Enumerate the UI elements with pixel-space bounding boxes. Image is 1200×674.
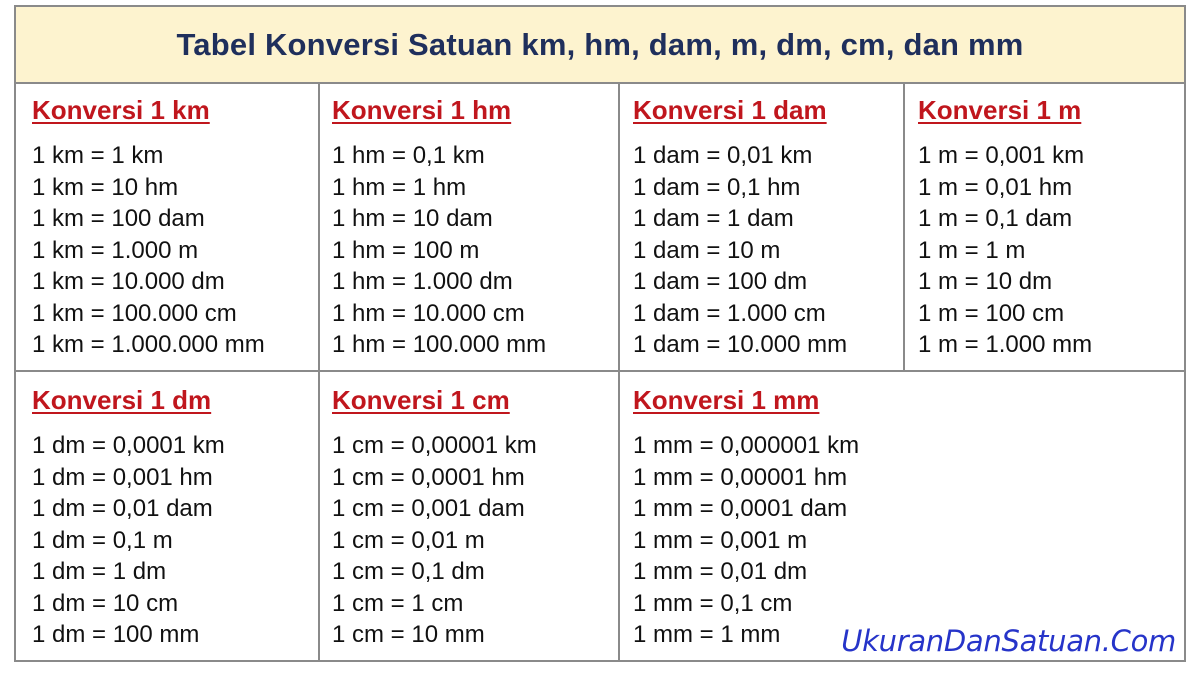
conversion-cell-dm <box>32 385 225 651</box>
conversion-cell-dam <box>633 95 847 361</box>
conversion-cell-m <box>918 95 1092 361</box>
conversion-line: 1 dam = 1.000 cm <box>633 299 826 327</box>
conversion-line: 1 dam = 10.000 mm <box>633 331 848 358</box>
watermark-text: UkuranDanSatuan.Com <box>841 624 1176 658</box>
conversion-line: 1 hm = 0,1 km <box>332 142 485 169</box>
conversion-line: 1 mm = 0,1 cm <box>633 589 793 617</box>
cell-heading: Konversi 1 dm <box>32 385 212 415</box>
conversion-line: 1 km = 100 dam <box>32 205 205 232</box>
conversion-line: 1 hm = 1 hm <box>332 173 467 201</box>
conversion-line: 1 m = 0,001 km <box>918 142 1085 169</box>
conversion-line: 1 cm = 0,1 dm <box>332 558 485 585</box>
conversion-line: 1 dam = 0,01 km <box>633 142 813 169</box>
conversion-line: 1 mm = 0,000001 km <box>633 432 860 459</box>
conversion-line: 1 hm = 10.000 cm <box>332 299 525 327</box>
conversion-line: 1 dam = 10 m <box>633 236 781 264</box>
conversion-line: 1 dam = 0,1 hm <box>633 173 801 201</box>
conversion-line: 1 dm = 0,0001 km <box>32 432 225 459</box>
conversion-line: 1 dm = 100 mm <box>32 621 200 648</box>
conversion-line: 1 km = 10.000 dm <box>32 268 225 295</box>
conversion-line: 1 km = 1.000.000 mm <box>32 331 265 358</box>
conversion-line: 1 cm = 0,001 dam <box>332 495 525 522</box>
cell-heading: Konversi 1 dam <box>633 95 827 125</box>
conversion-line: 1 dm = 0,1 m <box>32 526 173 554</box>
conversion-line: 1 mm = 0,00001 hm <box>633 463 848 491</box>
conversion-line: 1 mm = 0,001 m <box>633 526 808 554</box>
conversion-cell-cm <box>332 385 537 651</box>
cell-heading: Konversi 1 cm <box>332 385 510 415</box>
conversion-line: 1 mm = 0,01 dm <box>633 558 808 585</box>
conversion-line: 1 m = 1 m <box>918 236 1026 264</box>
conversion-line: 1 km = 100.000 cm <box>32 299 237 327</box>
conversion-line: 1 cm = 1 cm <box>332 589 464 617</box>
title-bar <box>16 7 1184 84</box>
cell-heading: Konversi 1 hm <box>332 95 512 125</box>
conversion-line: 1 dam = 100 dm <box>633 268 808 295</box>
cell-heading: Konversi 1 km <box>32 95 210 125</box>
conversion-line: 1 m = 100 cm <box>918 299 1065 327</box>
conversion-line: 1 km = 10 hm <box>32 173 179 201</box>
conversion-cell-hm <box>332 95 546 361</box>
conversion-line: 1 hm = 1.000 dm <box>332 268 513 295</box>
conversion-table <box>14 5 1186 662</box>
conversion-line: 1 dm = 1 dm <box>32 558 167 585</box>
conversion-line: 1 km = 1 km <box>32 142 164 169</box>
conversion-line: 1 dm = 0,01 dam <box>32 495 213 522</box>
conversion-cell-mm <box>633 385 859 651</box>
conversion-line: 1 cm = 0,00001 km <box>332 432 537 459</box>
conversion-line: 1 mm = 1 mm <box>633 621 781 648</box>
conversion-line: 1 m = 0,1 dam <box>918 205 1073 232</box>
conversion-line: 1 dam = 1 dam <box>633 205 794 232</box>
conversion-line: 1 km = 1.000 m <box>32 236 199 264</box>
conversion-line: 1 hm = 100 m <box>332 236 480 264</box>
conversion-line: 1 hm = 100.000 mm <box>332 331 547 358</box>
conversion-line: 1 m = 0,01 hm <box>918 173 1073 201</box>
conversion-line: 1 cm = 0,01 m <box>332 526 485 554</box>
conversion-cell-km <box>32 95 265 361</box>
conversion-line: 1 mm = 0,0001 dam <box>633 495 848 522</box>
conversion-line: 1 cm = 0,0001 hm <box>332 463 525 491</box>
conversion-line: 1 dm = 10 cm <box>32 589 179 617</box>
table-title: Tabel Konversi Satuan km, hm, dam, m, dm, cm, dan mm <box>176 26 1024 62</box>
divider <box>903 82 905 372</box>
cell-heading: Konversi 1 mm <box>633 385 820 415</box>
conversion-line: 1 hm = 10 dam <box>332 205 493 232</box>
divider <box>16 370 1184 372</box>
conversion-line: 1 cm = 10 mm <box>332 621 485 648</box>
conversion-line: 1 dm = 0,001 hm <box>32 463 213 491</box>
cell-heading: Konversi 1 m <box>918 95 1082 125</box>
conversion-line: 1 m = 1.000 mm <box>918 331 1093 358</box>
conversion-line: 1 m = 10 dm <box>918 268 1053 295</box>
